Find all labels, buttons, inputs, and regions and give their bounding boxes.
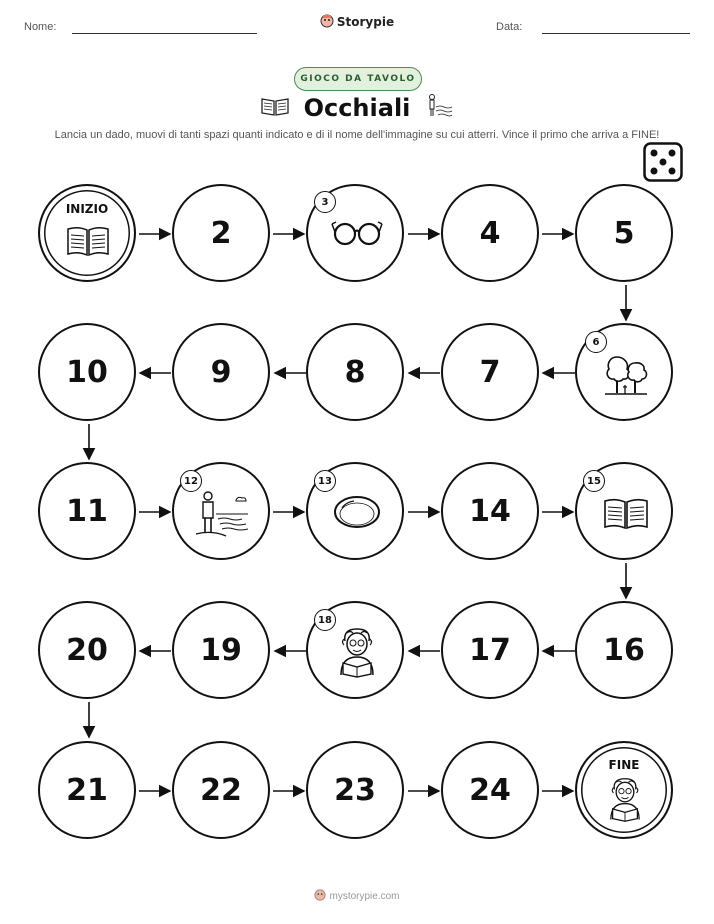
space-5 (575, 184, 673, 282)
space-24 (441, 741, 539, 839)
space-4 (441, 184, 539, 282)
name-label: Nome: (24, 21, 57, 33)
space-11 (38, 462, 136, 560)
instructions: Lancia un dado, muovi di tanti spazi quanti indicato e di il nome dell'immagine su cui atterri. Vince il primo che arriva a FINE! (54, 129, 660, 141)
trees-icon (603, 353, 649, 401)
space-21 (38, 741, 136, 839)
open-book-icon (603, 496, 649, 536)
space-number-tag: 13 (314, 470, 336, 492)
space-number: 5 (613, 215, 635, 251)
space-number: 16 (603, 632, 645, 668)
space-number: 4 (479, 215, 501, 251)
space-23 (306, 741, 404, 839)
space-number: 11 (66, 493, 108, 529)
space-number: 9 (210, 354, 232, 390)
space-2 (172, 184, 270, 282)
title-text: Occhiali (303, 94, 411, 122)
space-start (38, 184, 136, 282)
space-number: 22 (200, 772, 242, 808)
space-number: 8 (344, 354, 366, 390)
footer-mascot-icon (314, 889, 326, 904)
space-number-tag: 3 (314, 191, 336, 213)
space-8 (306, 323, 404, 421)
space-number: 19 (200, 632, 242, 668)
open-book-icon (66, 224, 110, 262)
space-16 (575, 601, 673, 699)
person-at-lake-icon (192, 488, 252, 542)
space-17 (441, 601, 539, 699)
space-14 (441, 462, 539, 560)
footer-link[interactable]: mystorypie.com (329, 891, 400, 903)
space-number-tag: 15 (583, 470, 605, 492)
footer (0, 889, 714, 904)
space-number-tag: 18 (314, 609, 336, 631)
grandma-reading-icon (605, 777, 645, 827)
game-type-badge: GIOCO DA TAVOLO (294, 67, 422, 91)
space-number: 17 (469, 632, 511, 668)
lens-icon (332, 494, 382, 534)
space-7 (441, 323, 539, 421)
brand-name: Storypie (336, 15, 395, 29)
space-19 (172, 601, 270, 699)
space-20 (38, 601, 136, 699)
space-number: 24 (469, 772, 511, 808)
space-number-tag: 6 (585, 331, 607, 353)
space-number: 14 (469, 493, 511, 529)
start-label: INIZIO (65, 202, 109, 216)
space-number: 10 (66, 354, 108, 390)
space-end (575, 741, 673, 839)
glasses-icon (330, 218, 384, 252)
grandma-reading-icon (335, 627, 379, 683)
space-10 (38, 323, 136, 421)
space-number: 23 (334, 772, 376, 808)
space-number-tag: 12 (180, 470, 202, 492)
space-9 (172, 323, 270, 421)
space-number: 7 (479, 354, 501, 390)
space-number: 20 (66, 632, 108, 668)
date-label: Data: (496, 21, 523, 33)
space-22 (172, 741, 270, 839)
end-label: FINE (608, 758, 640, 772)
space-number: 2 (210, 215, 232, 251)
space-number: 21 (66, 772, 108, 808)
